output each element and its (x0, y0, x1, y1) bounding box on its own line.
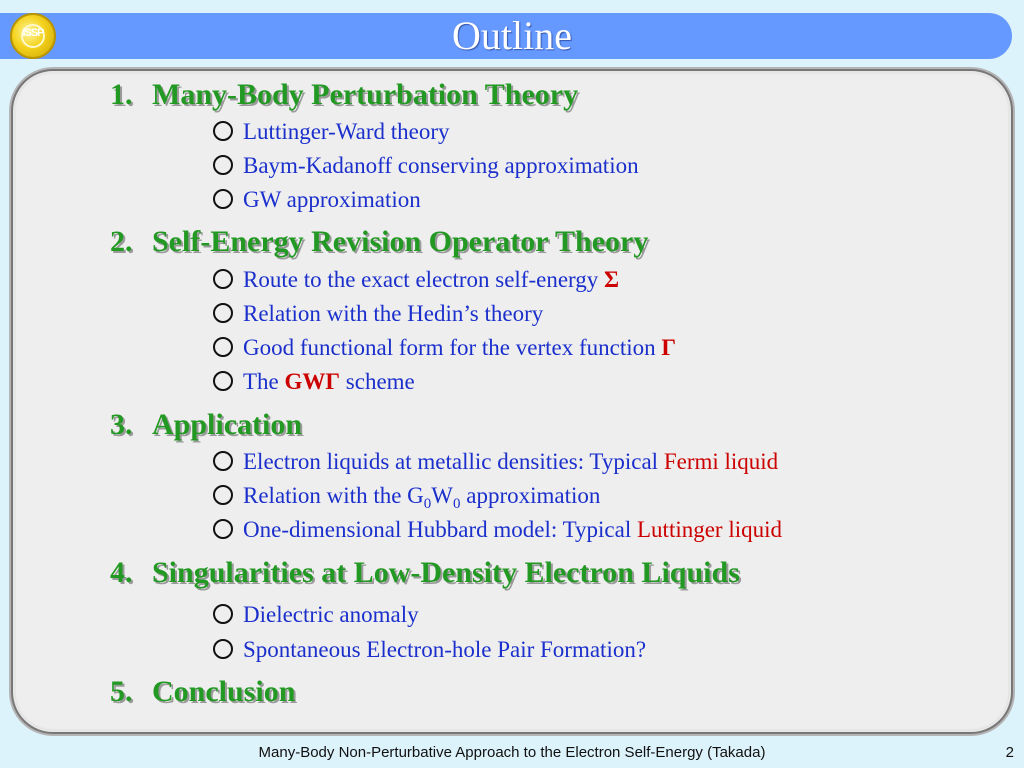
fermi-liquid-term: Fermi liquid (663, 449, 779, 474)
outline-item (213, 602, 419, 628)
item-text: GW approximation (243, 187, 421, 212)
item-text: Spontaneous Electron-hole Pair Formation? (243, 637, 647, 662)
outline-item (213, 449, 778, 475)
outline-item (213, 369, 415, 395)
circle-bullet-icon (213, 155, 233, 175)
item-text: One-dimensional Hubbard model: Typical (243, 517, 637, 542)
outline-item (213, 153, 639, 179)
section-heading-3 (110, 408, 302, 442)
gamma-symbol: Γ (661, 335, 676, 360)
circle-bullet-icon (213, 303, 233, 323)
gwgamma-emphasis: GWΓ (284, 369, 341, 394)
circle-bullet-icon (213, 485, 233, 505)
section-heading-2 (110, 225, 648, 259)
item-text: Relation with the Hedin’s theory (243, 301, 544, 326)
section-heading-5 (110, 675, 295, 709)
section-title: Many-Body Perturbation Theory (152, 78, 579, 111)
outline-item (213, 517, 782, 543)
item-text-suffix: approximation (460, 483, 601, 508)
item-text: Luttinger-Ward theory (243, 119, 450, 144)
item-text: Electron liquids at metallic densities: Typical (243, 449, 664, 474)
item-text: Route to the exact electron self-energy (243, 267, 605, 292)
outline-item (213, 637, 646, 663)
outline-item (213, 267, 619, 293)
circle-bullet-icon (213, 337, 233, 357)
circle-bullet-icon (213, 189, 233, 209)
section-heading-1 (110, 78, 578, 112)
outline-item (213, 119, 450, 145)
footer-text: Many-Body Non-Perturbative Approach to the Electron Self-Energy (Takada) (258, 744, 766, 761)
section-heading-4 (110, 556, 740, 590)
circle-bullet-icon (213, 451, 233, 471)
logo-text: ISSP (22, 27, 44, 39)
subscript: 0 (453, 496, 461, 512)
circle-bullet-icon (213, 121, 233, 141)
circle-bullet-icon (213, 371, 233, 391)
section-number: 4. (110, 556, 133, 589)
sigma-symbol: Σ (604, 267, 620, 292)
section-number: 5. (110, 675, 133, 708)
circle-bullet-icon (213, 604, 233, 624)
luttinger-liquid-term: Luttinger liquid (637, 517, 783, 542)
section-number: 3. (110, 408, 133, 441)
section-number: 2. (110, 225, 133, 258)
circle-bullet-icon (213, 519, 233, 539)
item-text-prefix: Relation with the G (243, 483, 424, 508)
item-text: Dielectric anomaly (243, 602, 419, 627)
outline-item (213, 483, 600, 513)
item-text: Baym-Kadanoff conserving approximation (243, 153, 639, 178)
slide-title: Outline (452, 13, 572, 58)
item-text-suffix: scheme (340, 369, 415, 394)
circle-bullet-icon (213, 639, 233, 659)
section-title: Singularities at Low-Density Electron Liquids (152, 556, 740, 589)
section-title: Conclusion (152, 675, 296, 708)
section-number: 1. (110, 78, 133, 111)
item-text-mid: W (431, 483, 453, 508)
section-title: Application (152, 408, 303, 441)
circle-bullet-icon (213, 269, 233, 289)
section-title: Self-Energy Revision Operator Theory (152, 225, 649, 258)
item-text: Good functional form for the vertex function (243, 335, 662, 360)
subscript: 0 (423, 496, 432, 512)
item-text-prefix: The (243, 369, 285, 394)
outline-item (213, 335, 676, 361)
page-number: 2 (1005, 744, 1014, 761)
outline-item (213, 301, 543, 327)
outline-item (213, 187, 421, 213)
